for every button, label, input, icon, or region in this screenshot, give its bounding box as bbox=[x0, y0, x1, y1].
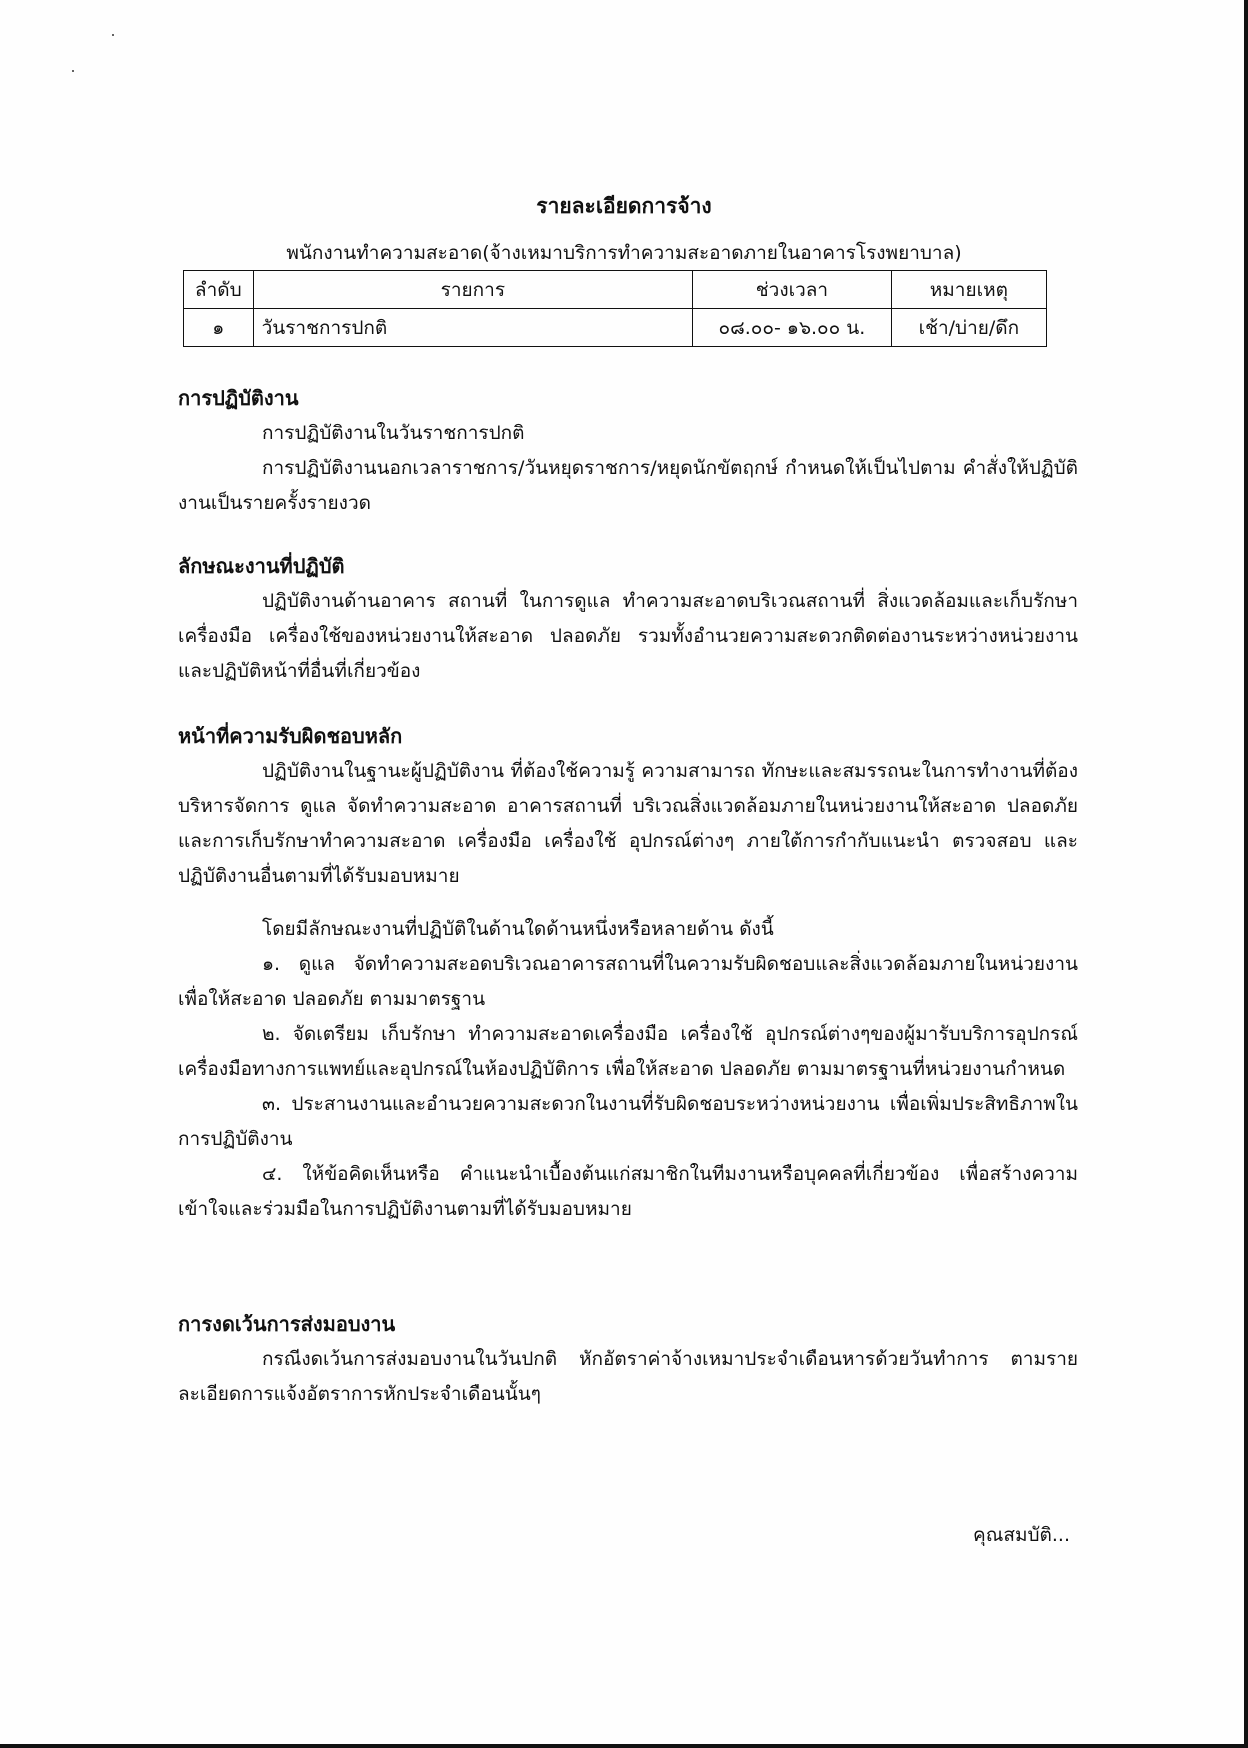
continuation-text: คุณสมบัติ... bbox=[973, 1524, 1070, 1546]
scan-speck bbox=[112, 34, 114, 36]
schedule-table bbox=[183, 270, 1047, 347]
section-heading: ลักษณะงานที่ปฏิบัติ bbox=[178, 554, 345, 578]
list-item: ๑. ดูแล จัดทำความสะอดบริเวณอาคารสถานที่ในความรับผิดชอบและสิ่งแวดล้อมภายในหน่วยงานเพื่อให้สะอาด ปลอดภัย ตามมาตรฐาน bbox=[178, 953, 1078, 1010]
document-title: รายละเอียดการจ้าง bbox=[536, 194, 712, 218]
document-subtitle: พนักงานทำความสะอาด(จ้างเหมาบริการทำความสะอาดภายในอาคารโรงพยาบาล) bbox=[286, 242, 962, 264]
table-header-row bbox=[184, 271, 1047, 309]
section-responsibilities bbox=[178, 718, 1078, 1227]
paragraph: การปฏิบัติงานนอกเวลาราชการ/วันหยุดราชการ/หยุดนักขัตฤกษ์ กำหนดให้เป็นไปตาม คำสั่งให้ปฏิบัติงานเป็นรายครั้งรายงวด bbox=[178, 457, 1078, 514]
paragraph: การปฏิบัติงานในวันราชการปกติ bbox=[262, 422, 525, 444]
scan-speck bbox=[72, 70, 74, 72]
section-heading: การงดเว้นการส่งมอบงาน bbox=[178, 1312, 396, 1336]
section-heading: การปฏิบัติงาน bbox=[178, 386, 299, 410]
paragraph: กรณีงดเว้นการส่งมอบงานในวันปกติ หักอัตราค่าจ้างเหมาประจำเดือนหารด้วยวันทำการ ตามรายละเอียดการแจ้งอัตราการหักประจำเดือนนั้นๆ bbox=[178, 1348, 1078, 1405]
section-work-nature bbox=[178, 548, 1078, 689]
section-operation bbox=[178, 380, 1078, 521]
header-cell-item: รายการ bbox=[253, 271, 693, 309]
list-item: ๓. ประสานงานและอำนวยความสะดวกในงานที่รับผิดชอบระหว่างหน่วยงาน เพื่อเพิ่มประสิทธิภาพในการปฏิบัติงาน bbox=[178, 1093, 1078, 1150]
header-cell-time: ช่วงเวลา bbox=[693, 271, 892, 309]
section-exemption bbox=[178, 1306, 1078, 1412]
paragraph: ปฏิบัติงานด้านอาคาร สถานที่ ในการดูแล ทำความสะอาดบริเวณสถานที่ สิ่งแวดล้อมและเก็บรักษาเครื่องมือ เครื่องใช้ของหน่วยงานให้สะอาด ปลอดภัย รวมทั้งอำนวยความสะดวกติดต่องานระหว่างหน่วยงาน และปฏิบัติหน้าที่อื่นที่เกี่ยวข้อง bbox=[178, 590, 1078, 682]
header-cell-no: ลำดับ bbox=[184, 271, 254, 309]
section-heading: หน้าที่ความรับผิดชอบหลัก bbox=[178, 724, 403, 748]
header-cell-note: หมายเหตุ bbox=[891, 271, 1046, 309]
list-intro: โดยมีลักษณะงานที่ปฏิบัติในด้านใดด้านหนึ่งหรือหลายด้าน ดังนี้ bbox=[262, 918, 774, 940]
cell-time: ๐๘.๐๐- ๑๖.๐๐ น. bbox=[693, 309, 892, 347]
paragraph: ปฏิบัติงานในฐานะผู้ปฏิบัติงาน ที่ต้องใช้ความรู้ ความสามารถ ทักษะและสมรรถนะในการทำงานที่ต้องบริหารจัดการ ดูแล จัดทำความสะอาด อาคารสถานที่ บริเวณสิ่งแวดล้อมภายในหน่วยงานให้สะอาด ปลอดภัย และการเก็บรักษาทำความสะอาด เครื่องมือ เครื่องใช้ อุปกรณ์ต่างๆ ภายใต้การกำกับแนะนำ ตรวจสอบ และปฏิบัติงานอื่นตามที่ได้รับมอบหมาย bbox=[178, 760, 1078, 887]
cell-item: วันราชการปกติ bbox=[253, 309, 693, 347]
cell-no: ๑ bbox=[184, 309, 254, 347]
list-item: ๔. ให้ข้อคิดเห็นหรือ คำแนะนำเบื้องต้นแก่สมาชิกในทีมงานหรือบุคคลที่เกี่ยวข้อง เพื่อสร้างความเข้าใจและร่วมมือในการปฏิบัติงานตามที่ได้รับมอบหมาย bbox=[178, 1163, 1078, 1220]
table-row bbox=[184, 309, 1047, 347]
cell-note: เช้า/บ่าย/ดึก bbox=[891, 309, 1046, 347]
scan-edge-bottom bbox=[0, 1744, 1248, 1748]
list-item: ๒. จัดเตรียม เก็บรักษา ทำความสะอาดเครื่องมือ เครื่องใช้ อุปกรณ์ต่างๆของผู้มารับบริการอุปกรณ์เครื่องมือทางการแพทย์และอุปกรณ์ในห้องปฏิบัติการ เพื่อให้สะอาด ปลอดภัย ตามมาตรฐานที่หน่วยงานกำหนด bbox=[178, 1023, 1078, 1080]
